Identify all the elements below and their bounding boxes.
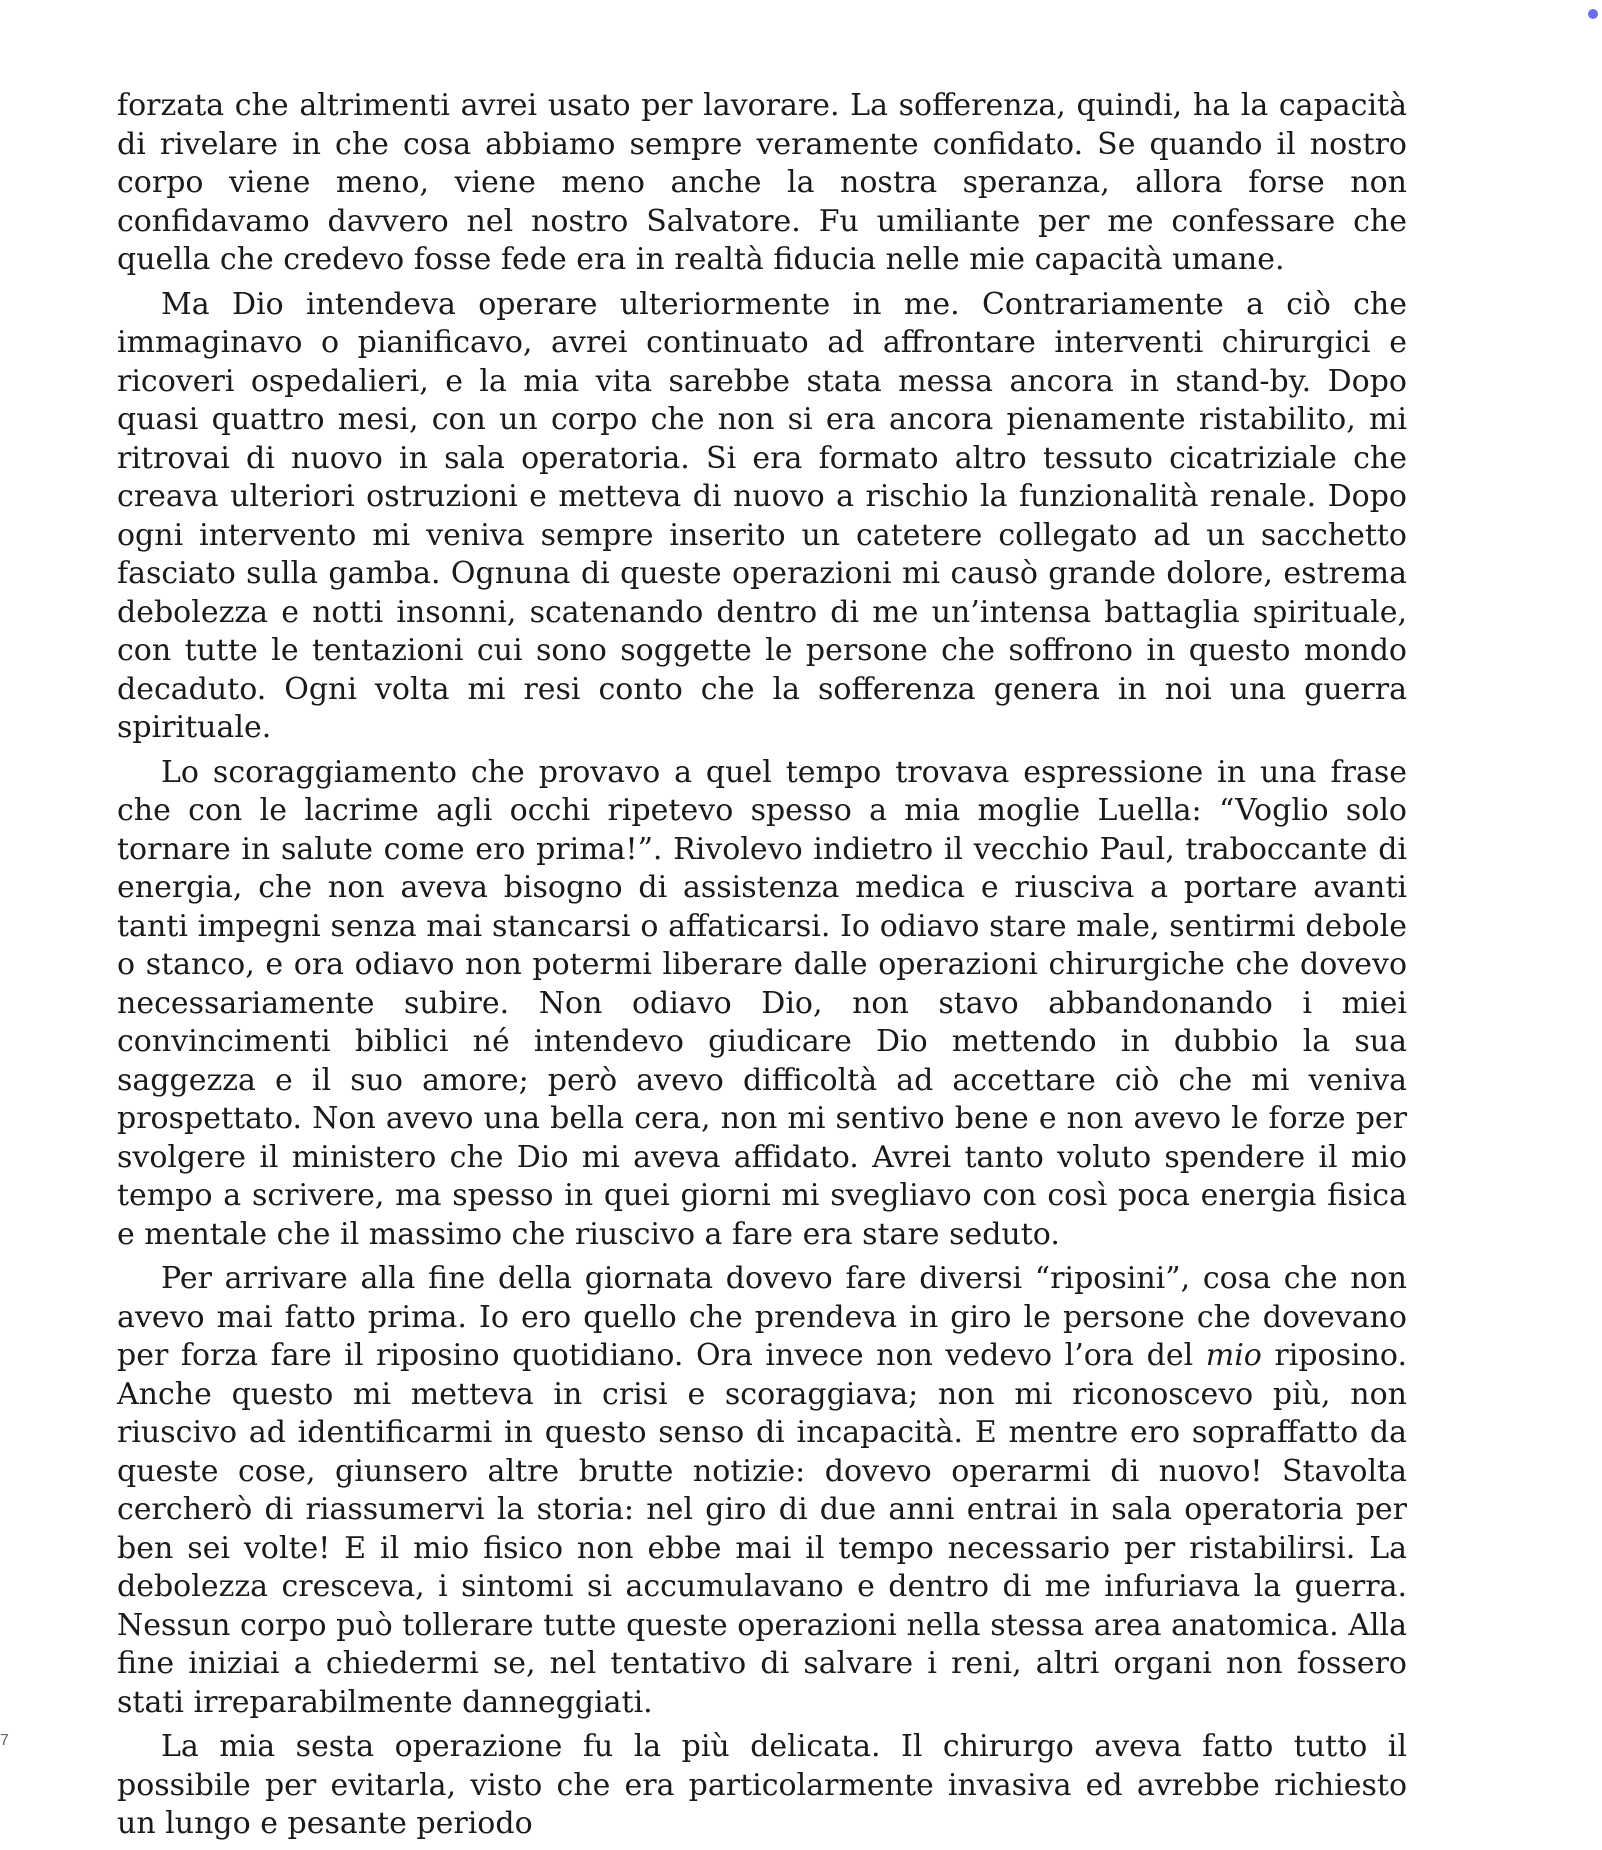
paragraph-naps-text-end: riposino. Anche questo mi metteva in crisi e scoraggiava; non mi riconoscevo più, non riuscivo ad identificarmi in questo senso di incapacità. E mentre ero sopraffatto da queste cose, giunsero altre brutte notizie: dovevo operarmi di nuovo! Stavolta cercherò di riassumervi la storia: nel giro di due anni entrai in sala operatoria per ben sei volte! E il mio fisico non ebbe mai il tempo necessario per ristabilirsi. La debolezza cresceva, i sintomi si accumulavano e dentro di me infuriava la guerra. Nessun corpo può tollerare tutte queste operazioni nella stessa area anatomica. Alla fine iniziai a chiedermi se, nel tentativo di salvare i reni, altri organi non fossero stati irreparabilmente danneggiati. [117, 1338, 1408, 1720]
body-text [117, 87, 1407, 1850]
paragraph-naps [117, 1260, 1407, 1722]
paragraph-naps-italic: mio [1205, 1338, 1262, 1373]
paragraph-sixth-operation: La mia sesta operazione fu la più delicata. Il chirurgo aveva fatto tutto il possibile per evitarla, visto che era particolarmente invasiva ed avrebbe richiesto un lungo e pesante periodo [117, 1729, 1407, 1841]
paragraph-surgeries: Ma Dio intendeva operare ulteriormente in me. Contrariamente a ciò che immaginavo o pianificavo, avrei continuato ad affrontare interventi chirurgici e ricoveri ospedalieri, e la mia vita sarebbe stata messa ancora in stand-by. Dopo quasi quattro mesi, con un corpo che non si era ancora pienamente ristabilito, mi ritrovai di nuovo in sala operatoria. Si era formato altro tessuto cicatriziale che creava ulteriori ostruzioni e metteva di nuovo a rischio la funzionalità renale. Dopo ogni intervento mi veniva sempre inserito un catetere collegato ad un sacchetto fasciato sulla gamba. Ognuna di queste operazioni mi causò grande dolore, estrema debolezza e notti insonni, scatenando dentro di me un’intensa battaglia spirituale, con tutte le tentazioni cui sono soggette le persone che soffrono in questo mondo decaduto. Ogni volta mi resi conto che la sofferenza genera in noi una guerra spirituale. [117, 286, 1407, 745]
paragraph-discouragement: Lo scoraggiamento che provavo a quel tempo trovava espressione in una frase che con le lacrime agli occhi ripetevo spesso a mia moglie Luella: “Voglio solo tornare in salute come ero prima!”. Rivolevo indietro il vecchio Paul, traboccante di energia, che non aveva bisogno di assistenza medica e riusciva a portare avanti tanti impegni senza mai stancarsi o affaticarsi. Io odiavo stare male, sentirmi debole o stanco, e ora odiavo non potermi liberare dalle operazioni chirurgiche che dovevo necessariamente subire. Non odiavo Dio, non stavo abbandonando i miei convincimenti biblici né intendevo giudicare Dio mettendo in dubbio la sua saggezza e il suo amore; però avevo difficoltà ad accettare ciò che mi veniva prospettato. Non avevo una bella cera, non mi sentivo bene e non avevo le forze per svolgere il ministero che Dio mi aveva affidato. Avrei tanto voluto spendere il mio tempo a scrivere, ma spesso in quei giorni mi svegliavo con così poca energia fisica e mentale che il massimo che riuscivo a fare era stare seduto. [117, 754, 1407, 1252]
page-number: 7 [0, 1732, 9, 1749]
paragraph-naps-text-start: Per arrivare alla fine della giornata dovevo fare diversi “riposini”, cosa che non avevo mai fatto prima. Io ero quello che prendeva in giro le persone che dovevano per forza fare il riposino quotidiano. Ora invece non vedevo l’ora del [117, 1261, 1407, 1373]
scroll-indicator-dot [1588, 9, 1598, 19]
paragraph-continuation: forzata che altrimenti avrei usato per lavorare. La sofferenza, quindi, ha la capacità di rivelare in che cosa abbiamo sempre veramente confidato. Se quando il nostro corpo viene meno, viene meno anche la nostra speranza, allora forse non confidavamo davvero nel nostro Salvatore. Fu umiliante per me confessare che quella che credevo fosse fede era in realtà fiducia nelle mie capacità umane. [117, 88, 1407, 277]
